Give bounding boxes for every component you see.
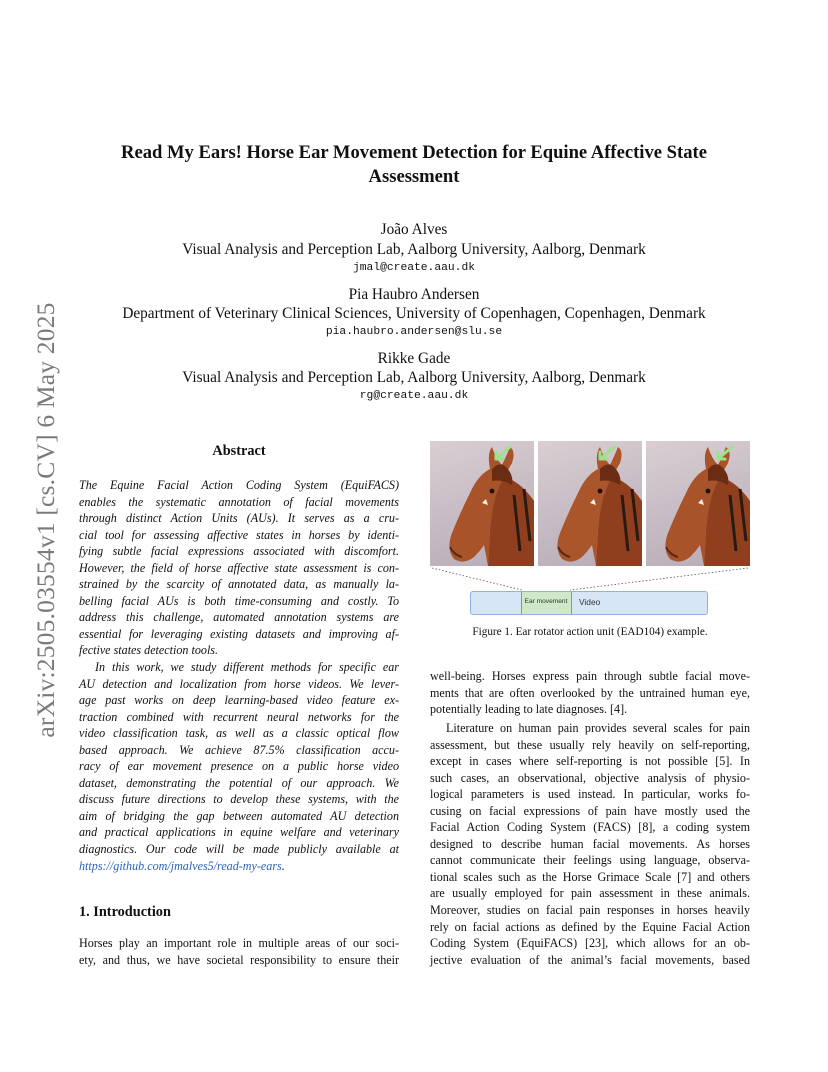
body-line: cannot communicate their feelings using language, observa- (430, 853, 750, 868)
abstract-line: fective states detection tools. (79, 643, 219, 658)
abstract-line: belling facial AUs is both time-consuming and costly. To (79, 593, 399, 608)
figure-1-image-strip (430, 441, 750, 566)
horse-head-icon (430, 441, 534, 566)
github-repo-link[interactable]: https://github.com/jmalves5/read-my-ears (79, 858, 282, 873)
body-line: cusing on facial expressions of pain have mostly used the (430, 803, 750, 818)
introduction-line: Horses play an important role in multiple areas of our soci- (79, 936, 399, 950)
author-email-1: jmal@create.aau.dk (352, 262, 476, 274)
abstract-line: essential for leveraging existing datasets and improving af- (79, 626, 399, 641)
author-name-2: Pia Haubro Andersen (348, 286, 480, 303)
arrow-icon (712, 445, 734, 463)
author-name-3: Rikke Gade (377, 350, 451, 367)
arrow-icon (594, 445, 616, 463)
abstract-link-suffix: . (281, 858, 285, 873)
body-line: Coding System (EquiFACS) [23], which allows for an ob- (430, 936, 750, 951)
abstract-line: aim of bridging the gap between automated AU detection (79, 808, 399, 823)
introduction-heading: 1. Introduction (79, 904, 171, 920)
abstract-line: The Equine Facial Action Coding System (EquiFACS) (79, 478, 399, 492)
right-column-paragraph-2 (430, 720, 750, 968)
figure-1-caption: Figure 1. Ear rotator action unit (EAD104) example. (472, 626, 708, 638)
abstract-line: based approach. We achieve 87.5% classification accu- (79, 742, 399, 757)
abstract-paragraph-1 (79, 477, 399, 659)
abstract-line: through distinct Action Units (AUs). It serves as a cru- (79, 511, 399, 526)
author-affiliation-2: Department of Veterinary Clinical Sciences, University of Copenhagen, Copenhagen, Denmark (122, 305, 706, 322)
author-name-1: João Alves (380, 221, 448, 238)
abstract-line: address this challenge, automated annotation systems are (79, 610, 399, 625)
body-line: Literature on human pain provides several scales for pain (446, 721, 750, 735)
body-line: logical parameters is used instead. In particular, works fo- (430, 787, 750, 802)
body-line: ments that are often overlooked by the untrained human eye, (430, 685, 750, 700)
arxiv-identifier-text: arXiv:2505.03554v1 [cs.CV] 6 May 2025 (31, 302, 60, 738)
figure-projection-lines (430, 566, 750, 592)
paper-title-line-1: Read My Ears! Horse Ear Movement Detection for Equine Affective State (121, 142, 707, 163)
abstract-line: and practical applications in equine welfare and veterinary (79, 825, 399, 840)
horse-head-icon (646, 441, 750, 566)
body-line: well-being. Horses express pain through subtle facial move- (430, 669, 750, 683)
abstract-line: strained by the scarcity of annotated data, as manually la- (79, 577, 399, 592)
abstract-line: age past works on deep learning-based video feature ex- (79, 693, 399, 708)
abstract-line: dataset, demonstrating the potential of our approach. We (79, 775, 399, 790)
body-line: rely on facial actions as defined by the Equine Facial Action (430, 919, 750, 934)
abstract-line: In this work, we study different methods for specific ear (95, 660, 399, 674)
abstract-line: enables the systematic annotation of facial movements (79, 494, 399, 509)
introduction-line: ety, and thus, we have societal responsibility to ensure their (79, 952, 399, 967)
abstract-heading: Abstract (212, 443, 266, 459)
arrow-icon (490, 445, 512, 463)
author-email-3: rg@create.aau.dk (359, 390, 469, 402)
abstract-line: diagnostics. Our code will be made publicly available at (79, 842, 399, 857)
body-line: except in cases where self-reporting is not possible [5]. In (430, 754, 750, 769)
horse-frame-2 (538, 441, 642, 566)
body-line: tional scales such as the Horse Grimace Scale [7] and others (430, 869, 750, 884)
horse-frame-3 (646, 441, 750, 566)
horse-frame-1 (430, 441, 534, 566)
abstract-line: AU detection and localization from horse videos. We lever- (79, 676, 399, 691)
author-email-2: pia.haubro.andersen@slu.se (325, 326, 503, 338)
body-line: potentially leading to late diagnoses. [4]. (430, 702, 628, 717)
paper-title (60, 141, 768, 189)
abstract-link-line (79, 858, 399, 875)
body-line: assessment, but these usually rely heavily on self-reporting, (430, 737, 750, 752)
abstract-line: racy of ear movement presence on a public horse video (79, 759, 399, 774)
right-column-paragraph-1 (430, 668, 750, 718)
body-line: such cases, an observational, objective analysis of physio- (430, 770, 750, 785)
horse-head-icon (538, 441, 642, 566)
body-line: jective evaluation of the animal’s facial movements, based (430, 952, 750, 967)
author-affiliation-1: Visual Analysis and Perception Lab, Aalborg University, Aalborg, Denmark (182, 241, 646, 258)
body-line: designed to describe human facial movements. As horses (430, 836, 750, 851)
abstract-line: traction combined with recurrent neural networks for the (79, 709, 399, 724)
paper-title-line-2: Assessment (368, 166, 460, 187)
body-line: Moreover, studies on facial pain responses in horses heavily (430, 903, 750, 918)
video-label: Video (579, 597, 601, 607)
ear-movement-label: Ear movement (524, 598, 568, 605)
abstract-line: video classification task, as well as a classic optical flow (79, 726, 399, 741)
body-line: are usually employed for pain assessment in these animals. (430, 886, 750, 901)
abstract-line: cial tool for assessing affective states in horses by identi- (79, 527, 399, 542)
abstract-line: discuss future directions to develop these systems, with the (79, 792, 399, 807)
abstract-line: However, the field of horse affective state assessment is con- (79, 560, 399, 575)
body-line: Facial Action Coding System (FACS) [8], a coding system (430, 820, 750, 835)
abstract-line: fying subtle facial expressions associated with discomfort. (79, 544, 399, 559)
abstract-paragraph-2 (79, 659, 399, 874)
author-affiliation-3: Visual Analysis and Perception Lab, Aalborg University, Aalborg, Denmark (182, 369, 646, 386)
introduction-paragraph (79, 935, 399, 968)
